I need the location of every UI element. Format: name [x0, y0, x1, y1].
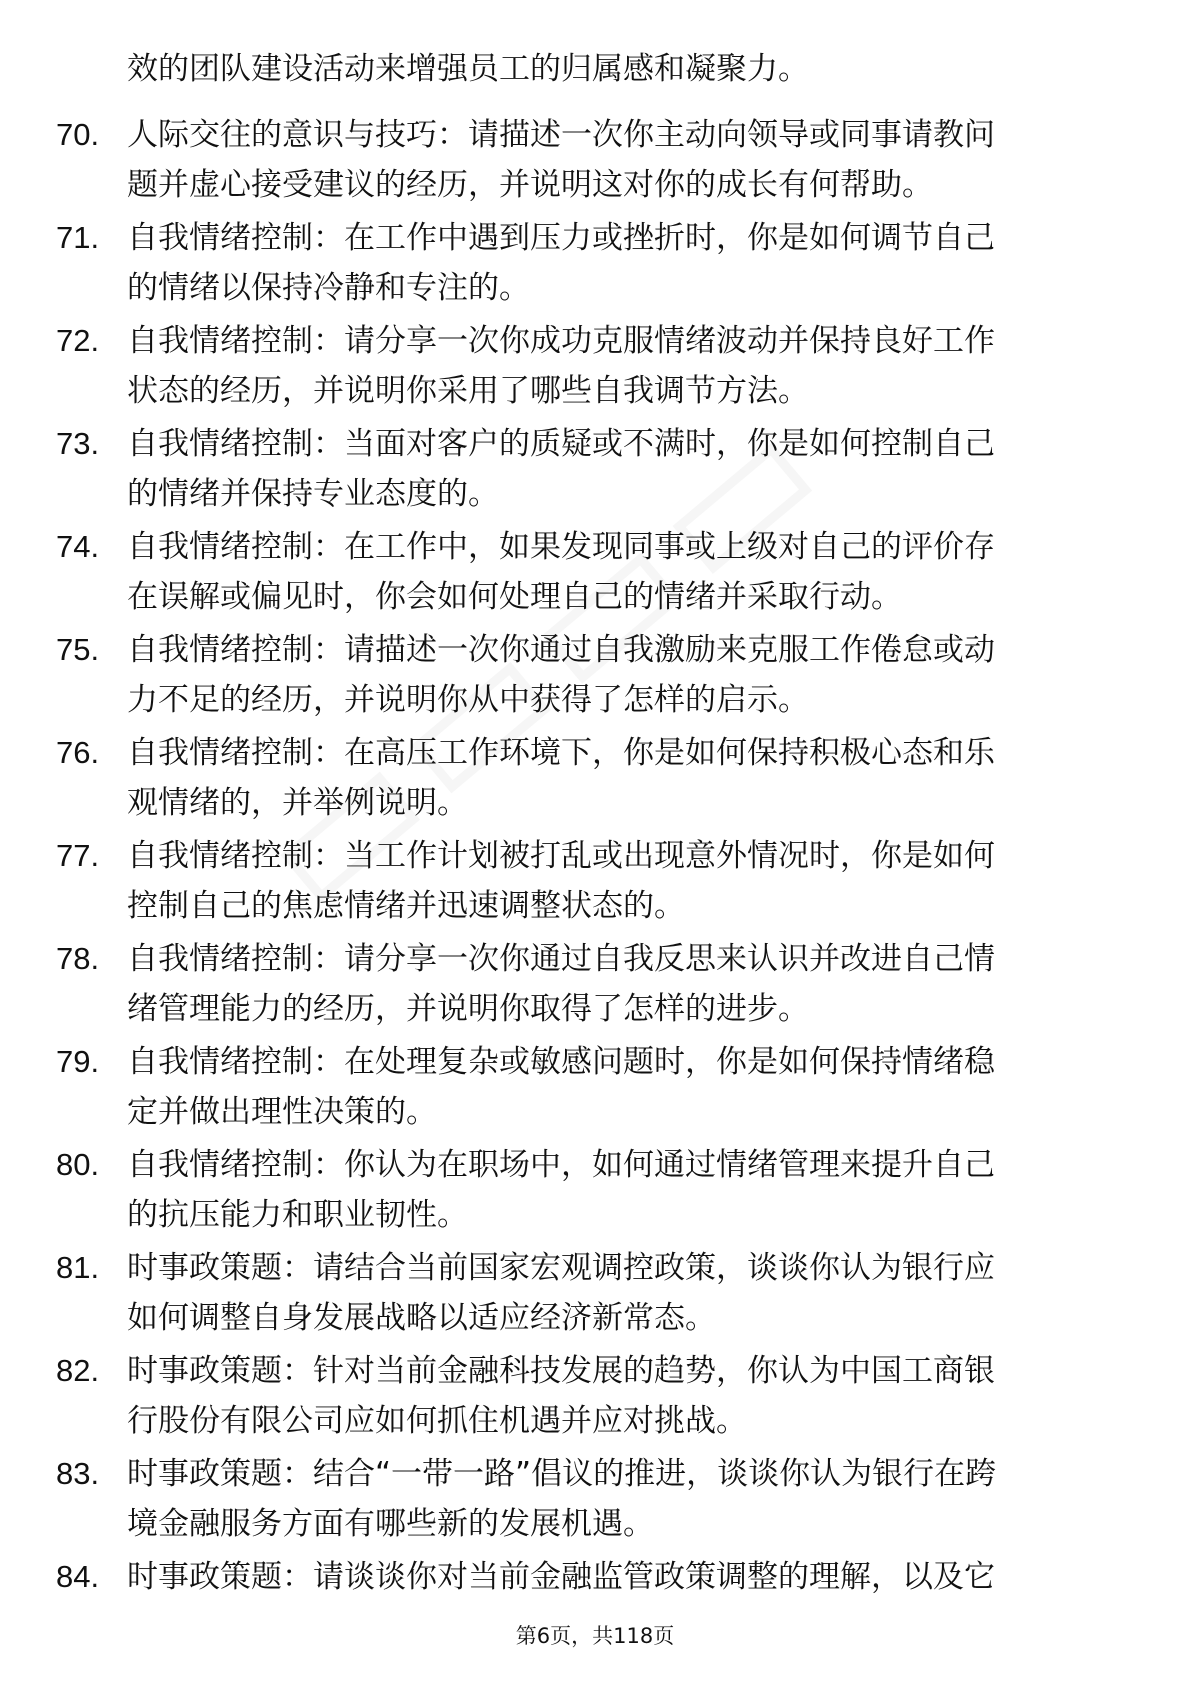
question-item-76 [56, 728, 1116, 831]
question-number: 74. [56, 529, 100, 564]
question-number: 84. [56, 1559, 100, 1594]
question-text-line-1: 自我情绪控制：在高压工作环境下，你是如何保持积极心态和乐 [127, 735, 995, 771]
question-text-line-1: 时事政策题：请结合当前国家宏观调控政策，谈谈你认为银行应 [127, 1250, 995, 1286]
question-number: 70. [56, 117, 100, 152]
question-number: 78. [56, 941, 100, 976]
question-number: 72. [56, 323, 100, 358]
question-text-line-2: 力不足的经历，并说明你从中获得了怎样的启示。 [127, 682, 809, 718]
question-text-line-1: 自我情绪控制：请描述一次你通过自我激励来克服工作倦怠或动 [127, 632, 995, 668]
question-list [56, 110, 1116, 1655]
question-text-line-1: 自我情绪控制：在工作中，如果发现同事或上级对自己的评价存 [127, 529, 995, 565]
question-number: 79. [56, 1044, 100, 1079]
question-item-79 [56, 1037, 1116, 1140]
question-item-80 [56, 1140, 1116, 1243]
question-text-line-1: 自我情绪控制：在处理复杂或敏感问题时，你是如何保持情绪稳 [127, 1044, 995, 1080]
question-text-line-2: 绪管理能力的经历，并说明你取得了怎样的进步。 [127, 991, 809, 1027]
question-item-75 [56, 625, 1116, 728]
question-text-line-1: 自我情绪控制：当工作计划被打乱或出现意外情况时，你是如何 [127, 838, 995, 874]
question-item-71 [56, 213, 1116, 316]
question-item-77 [56, 831, 1116, 934]
question-number: 80. [56, 1147, 100, 1182]
question-text-line-2: 的情绪以保持冷静和专注的。 [127, 270, 530, 306]
question-text-line-2: 题并虚心接受建议的经历，并说明这对你的成长有何帮助。 [127, 167, 933, 203]
question-number: 76. [56, 735, 100, 770]
question-text-line-2: 状态的经历，并说明你采用了哪些自我调节方法。 [127, 373, 809, 409]
question-item-82 [56, 1346, 1116, 1449]
question-text-line-1: 人际交往的意识与技巧：请描述一次你主动向领导或同事请教问 [127, 117, 995, 153]
question-item-70 [56, 110, 1116, 213]
question-text-line-1: 自我情绪控制：你认为在职场中，如何通过情绪管理来提升自己 [127, 1147, 995, 1183]
question-text-line-2: 在误解或偏见时，你会如何处理自己的情绪并采取行动。 [127, 579, 902, 615]
question-text-line-2: 观情绪的，并举例说明。 [127, 785, 468, 821]
question-item-81 [56, 1243, 1116, 1346]
question-text-line-2: 如何调整自身发展战略以适应经济新常态。 [127, 1300, 716, 1336]
question-number: 82. [56, 1353, 100, 1388]
question-item-72 [56, 316, 1116, 419]
question-text-line-2: 的情绪并保持专业态度的。 [127, 476, 499, 512]
question-text-line-2: 控制自己的焦虑情绪并迅速调整状态的。 [127, 888, 685, 924]
question-text-line-2: 定并做出理性决策的。 [127, 1094, 437, 1130]
question-item-74 [56, 522, 1116, 625]
question-number: 77. [56, 838, 100, 873]
question-text-line-2: 的抗压能力和职业韧性。 [127, 1197, 468, 1233]
question-text-line-2: 行股份有限公司应如何抓住机遇并应对挑战。 [127, 1403, 747, 1439]
question-text-line-1: 时事政策题：请谈谈你对当前金融监管政策调整的理解，以及它 [127, 1559, 995, 1595]
question-item-83 [56, 1449, 1116, 1552]
question-number: 75. [56, 632, 100, 667]
question-text-line-1: 自我情绪控制：在工作中遇到压力或挫折时，你是如何调节自己 [127, 220, 995, 256]
question-text-line-1: 自我情绪控制：当面对客户的质疑或不满时，你是如何控制自己 [127, 426, 995, 462]
question-item-78 [56, 934, 1116, 1037]
page-footer: 第6页，共118页 [515, 1624, 675, 1648]
question-text-line-1: 自我情绪控制：请分享一次你成功克服情绪波动并保持良好工作 [127, 323, 995, 359]
question-text-line-1: 时事政策题：针对当前金融科技发展的趋势，你认为中国工商银 [127, 1353, 995, 1389]
question-text-line-1: 时事政策题：结合“一带一路”倡议的推进，谈谈你认为银行在跨 [127, 1456, 997, 1492]
question-text-line-2: 境金融服务方面有哪些新的发展机遇。 [127, 1506, 654, 1542]
question-number: 81. [56, 1250, 100, 1285]
question-text-line-1: 自我情绪控制：请分享一次你通过自我反思来认识并改进自己情 [127, 941, 995, 977]
question-item-73 [56, 419, 1116, 522]
question-number: 83. [56, 1456, 100, 1491]
continued-text: 效的团队建设活动来增强员工的归属感和凝聚力。 [127, 51, 809, 87]
question-number: 71. [56, 220, 100, 255]
question-number: 73. [56, 426, 100, 461]
